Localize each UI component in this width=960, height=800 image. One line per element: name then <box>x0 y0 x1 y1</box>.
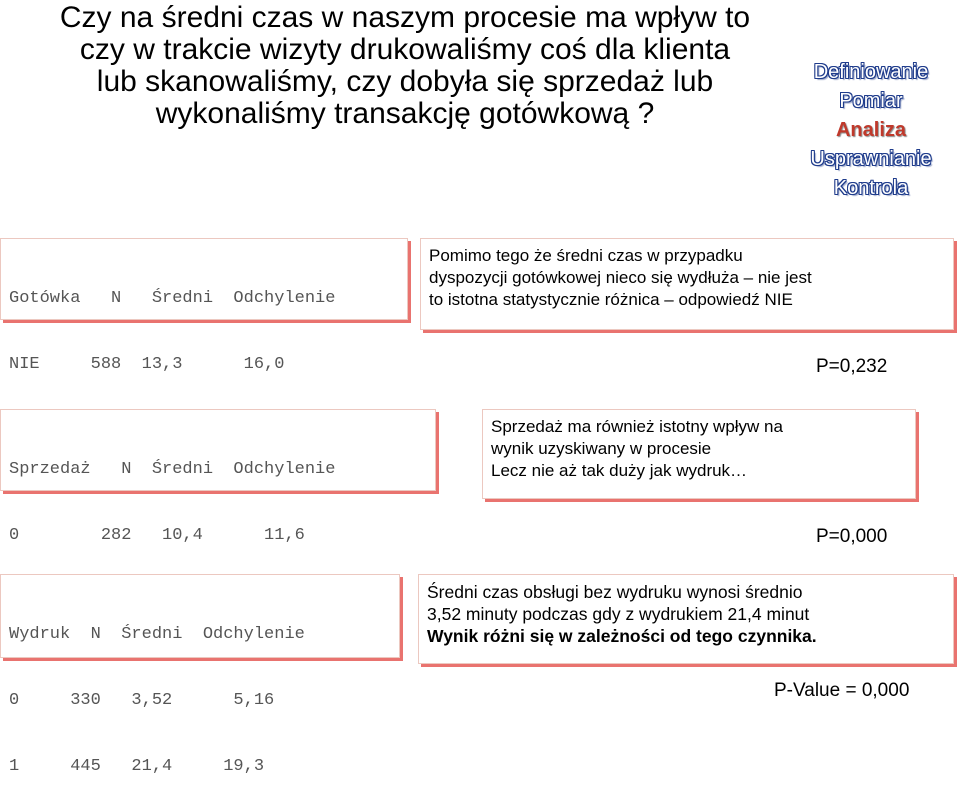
note-line: dyspozycji gotówkowej nieco się wydłuża – nie jest <box>429 268 812 287</box>
title-line: czy w trakcie wizyty drukowaliśmy coś dla klienta <box>79 33 731 66</box>
print-stats-table <box>0 574 400 776</box>
dmaic-step-analiza: Analiza <box>835 119 907 141</box>
table-header-row: Gotówka N Średni Odchylenie <box>9 289 336 308</box>
table-row: 1 445 21,4 19,3 <box>9 757 265 776</box>
sales-stats-table <box>0 409 436 545</box>
sales-conclusion-note <box>482 409 916 499</box>
note-line: to istotna statystycznie różnica – odpowiedź NIE <box>429 290 793 309</box>
note-line: 3,52 minuty podczas gdy z wydrukiem 21,4 minut <box>427 604 810 624</box>
note-line: Lecz nie aż tak duży jak wydruk… <box>491 461 748 480</box>
print-p-value: P-Value = 0,000 <box>774 680 910 701</box>
table-row: 0 282 10,4 11,6 <box>9 526 305 545</box>
title-line: lub skanowaliśmy, czy dobyła się sprzedaż lub <box>96 65 714 98</box>
table-row: NIE 588 13,3 16,0 <box>9 355 285 374</box>
table-header-row: Sprzedaż N Średni Odchylenie <box>9 460 336 479</box>
title-line: Czy na średni czas w naszym procesie ma wpływ to <box>59 1 751 34</box>
note-line: Średni czas obsługi bez wydruku wynosi średnio <box>427 582 803 602</box>
table-row: 0 330 3,52 5,16 <box>9 691 275 710</box>
table-header-row: Wydruk N Średni Odchylenie <box>9 625 305 644</box>
dmaic-step-usprawnianie: Usprawnianie <box>810 148 932 170</box>
cash-stats-table <box>0 238 408 374</box>
print-conclusion-note <box>418 574 954 664</box>
title-line: wykonaliśmy transakcję gotówkową ? <box>155 97 655 130</box>
dmaic-step-definiowanie: Definiowanie <box>813 61 929 83</box>
dmaic-step-kontrola: Kontrola <box>833 177 909 199</box>
slide-title <box>0 0 810 130</box>
note-line: Sprzedaż ma również istotny wpływ na <box>491 417 783 436</box>
cash-p-value: P=0,232 <box>816 356 888 377</box>
sales-p-value: P=0,000 <box>816 526 888 547</box>
cash-conclusion-note <box>420 238 954 330</box>
dmaic-steps <box>776 58 960 203</box>
note-line: Pomimo tego że średni czas w przypadku <box>429 246 743 265</box>
note-line-emphasis: Wynik różni się w zależności od tego czynnika. <box>427 626 817 646</box>
note-line: wynik uzyskiwany w procesie <box>491 439 712 458</box>
dmaic-step-pomiar: Pomiar <box>839 90 903 112</box>
